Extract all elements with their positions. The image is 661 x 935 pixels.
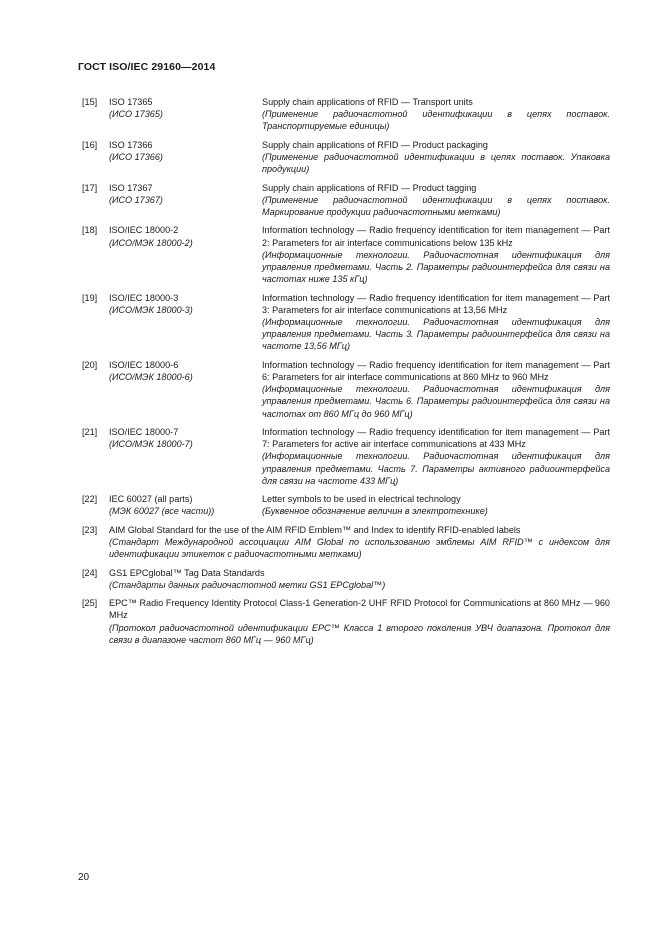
entry-number: [20] bbox=[82, 359, 98, 370]
entry-code-ru: (ИСО/МЭК 18000-2) bbox=[109, 237, 193, 248]
entry-number: [24] bbox=[82, 567, 98, 578]
entry-code: ISO 17367 bbox=[109, 182, 153, 193]
entry-description bbox=[82, 567, 610, 591]
entry-code-cell bbox=[109, 224, 262, 285]
entry-number: [25] bbox=[82, 598, 98, 609]
bibliography-entry-23 bbox=[82, 524, 610, 561]
entry-code-cell bbox=[109, 139, 262, 176]
entry-title-ru: (Применение радиочастотной идентификации в цепях поставок. Транспортируемые единицы) bbox=[262, 109, 610, 132]
entry-code-ru: (ИСО 17367) bbox=[109, 194, 163, 205]
entry-code-cell bbox=[109, 493, 262, 517]
entry-code-ru: (ИСО/МЭК 18000-7) bbox=[109, 439, 193, 450]
entry-title-ru: (Информационные технологии. Радиочастотная идентификация для управления предметами. Часть 2. Параметры радиоинтерфейса для связи на частотах ниже 135 кГц) bbox=[262, 249, 610, 285]
entry-title-en: EPC™ Radio Frequency Identity Protocol Class-1 Generation-2 UHF RFID Protocol for Communications at 860 MHz — 960 MHz bbox=[109, 598, 610, 621]
entry-description bbox=[262, 224, 610, 285]
bibliography-entry-18 bbox=[82, 224, 610, 285]
entry-description bbox=[262, 359, 610, 420]
entry-title-en: Information technology — Radio frequency identification for item management — Part 3: Parameters for air interface communications at 13,56 MHz bbox=[262, 292, 610, 315]
entry-code: ISO 17365 bbox=[109, 97, 153, 107]
document-header: ГОСТ ISO/IEC 29160—2014 bbox=[78, 61, 216, 73]
entry-description bbox=[262, 96, 610, 133]
bibliography-entry-19 bbox=[82, 292, 610, 353]
bibliography-entry-25 bbox=[82, 597, 610, 646]
entry-title-ru: (Стандарт Международной ассоциации AIM Global по использованию эмблемы AIM RFID™ с индексом для идентификации этикеток с радиочастотными метками) bbox=[109, 537, 610, 560]
entry-code: ISO/IEC 18000-6 bbox=[109, 359, 179, 370]
entry-title-en: GS1 EPCglobal™ Tag Data Standards bbox=[109, 567, 265, 578]
entry-description bbox=[262, 182, 610, 219]
entry-title-ru: (Применение радиочастотной идентификации в цепях поставок. Упаковка продукции) bbox=[262, 152, 610, 175]
entry-title-en: Supply chain applications of RFID — Transport units bbox=[262, 97, 473, 107]
entry-code-ru: (ИСО/МЭК 18000-3) bbox=[109, 304, 193, 315]
entry-code: ISO/IEC 18000-2 bbox=[109, 225, 179, 236]
entry-description bbox=[82, 597, 610, 646]
bibliography-entry-22 bbox=[82, 493, 610, 517]
bibliography-entry-16 bbox=[82, 139, 610, 176]
entry-title-en: AIM Global Standard for the use of the AIM RFID Emblem™ and Index to identify RFID-enabled labels bbox=[109, 524, 521, 535]
entry-title-en: Supply chain applications of RFID — Product packaging bbox=[262, 139, 488, 150]
entry-number: [21] bbox=[82, 427, 98, 437]
entry-code-cell bbox=[109, 426, 262, 487]
entry-code-ru: (ИСО/МЭК 18000-6) bbox=[109, 372, 193, 382]
bibliography-entry-20 bbox=[82, 359, 610, 420]
entry-code-cell bbox=[109, 359, 262, 420]
page-number: 20 bbox=[78, 872, 90, 883]
entry-title-ru: (Буквенное обозначение величин в электротехнике) bbox=[262, 506, 488, 517]
entry-title-ru: (Стандарты данных радиочастотной метки GS1 EPCglobal™) bbox=[109, 579, 386, 590]
entry-title-ru: (Информационные технологии. Радиочастотная идентификация для управления предметами. Часть 3. Параметры радиоинтерфейса для связи на частоте 13,56 МГц) bbox=[262, 317, 610, 352]
entry-number: [16] bbox=[82, 139, 98, 150]
entry-description bbox=[262, 493, 610, 517]
entry-title-en: Information technology — Radio frequency identification for item management — Part 6: Parameters for air interface communications at 860 MHz to 960 MHz bbox=[262, 359, 610, 382]
entry-number: [22] bbox=[82, 494, 98, 505]
entry-description bbox=[262, 292, 610, 353]
entry-code: IEC 60027 (all parts) bbox=[109, 494, 193, 505]
entry-title-en: Letter symbols to be used in electrical technology bbox=[262, 494, 461, 505]
entry-description bbox=[82, 524, 610, 561]
bibliography-entry-21 bbox=[82, 426, 610, 487]
entry-code-cell bbox=[109, 182, 262, 219]
entry-title-en: Information technology — Radio frequency identification for item management — Part 2: Parameters for air interface communications below 135 kHz bbox=[262, 225, 610, 248]
entry-description bbox=[262, 426, 610, 487]
entry-code: ISO 17366 bbox=[109, 139, 153, 150]
entry-code: ISO/IEC 18000-7 bbox=[109, 427, 179, 437]
entry-title-ru: (Применение радиочастотной идентификации в цепях поставок. Маркирование продукции радиочастотными метками) bbox=[262, 194, 610, 217]
entry-title-ru: (Информационные технологии. Радиочастотная идентификация для управления предметами. Часть 6. Параметры радиоинтерфейса для связи на частотах от 860 МГц до 960 МГц) bbox=[262, 384, 610, 419]
entry-title-en: Information technology — Radio frequency identification for item management — Part 7: Parameters for active air interface communications at 433 MHz bbox=[262, 427, 610, 450]
entry-number: [17] bbox=[82, 182, 98, 193]
entry-number: [23] bbox=[82, 524, 98, 535]
bibliography-entry-15 bbox=[82, 96, 610, 133]
bibliography-entry-24 bbox=[82, 567, 610, 591]
entry-number: [19] bbox=[82, 292, 98, 303]
entry-code-cell bbox=[109, 292, 262, 353]
entry-title-ru: (Протокол радиочастотной идентификации EPC™ Класса 1 второго поколения УВЧ диапазона. Протокол для связи в диапазоне частот 860 МГц — 960 МГц) bbox=[109, 622, 610, 645]
entry-code-ru: (ИСО 17366) bbox=[109, 152, 163, 162]
bibliography-list bbox=[82, 96, 610, 652]
entry-code: ISO/IEC 18000-3 bbox=[109, 292, 179, 303]
entry-number: [18] bbox=[82, 225, 98, 236]
entry-title-en: Supply chain applications of RFID — Product tagging bbox=[262, 182, 477, 193]
entry-code-ru: (МЭК 60027 (все части)) bbox=[109, 506, 215, 517]
entry-description bbox=[262, 139, 610, 176]
entry-code-ru: (ИСО 17365) bbox=[109, 109, 163, 120]
bibliography-entry-17 bbox=[82, 182, 610, 219]
entry-title-ru: (Информационные технологии. Радиочастотная идентификация для управления предметами. Часть 7. Параметры активного радиоинтерфейса для связи на частоте 433 МГц) bbox=[262, 451, 610, 486]
entry-code-cell bbox=[109, 96, 262, 133]
entry-number: [15] bbox=[82, 97, 98, 107]
